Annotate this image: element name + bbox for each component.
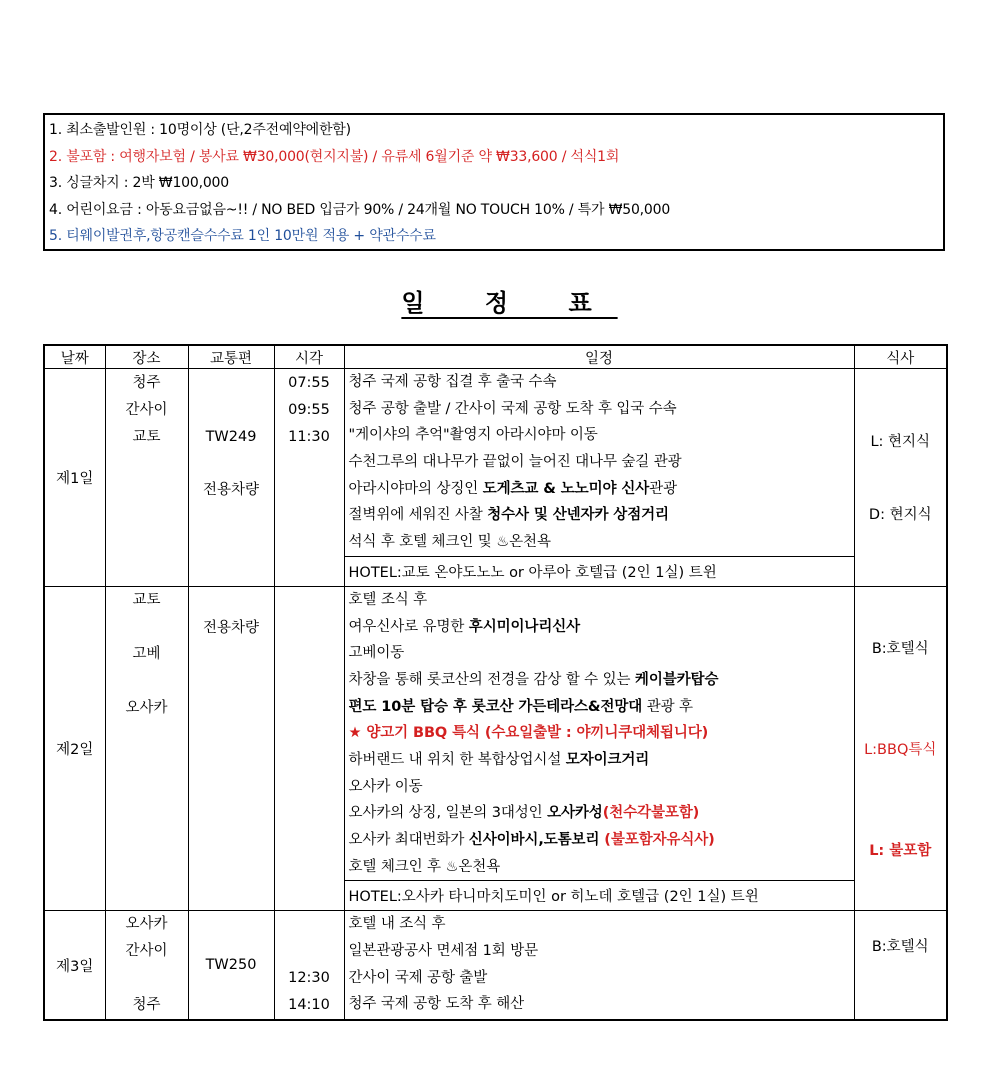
day2-transport [188, 586, 274, 911]
day1-hotel: HOTEL:교토 온야도노노 or 아루아 호텔급 (2인 1실) 트윈 [344, 556, 854, 586]
page-title: 일 정 표 [401, 289, 618, 317]
day1-places [105, 369, 188, 587]
itinerary-line: 일본관광공사 면세점 1회 방문 [348, 943, 539, 960]
itinerary-line: 청주 공항 출발 / 간사이 국제 공항 도착 후 입국 수속 [348, 400, 677, 417]
day3-date: 제3일 [44, 911, 105, 1021]
day2-times [274, 586, 344, 911]
day1-place: 청주 [132, 375, 161, 391]
day3-time: 12:30 [288, 970, 330, 987]
day3-meals [854, 911, 947, 1021]
day1-place: 교토 [132, 429, 161, 445]
day2-place: 교토 [132, 591, 161, 608]
day2-place: 고베 [132, 645, 161, 662]
itinerary-line: 오사카의 상징, 일본의 3대성인 오사카성(천수각불포함) [348, 805, 700, 822]
itinerary-line: 오사카 이동 [348, 778, 423, 795]
itinerary-line: 아라시야마의 상징인 도게츠교 & 노노미야 신사관광 [348, 480, 677, 497]
day3-time: 14:10 [288, 997, 330, 1014]
day1-itinerary [344, 369, 854, 557]
day2-row [44, 586, 947, 881]
day1-meals [854, 369, 947, 587]
day1-flight: TW249 [205, 429, 257, 445]
header-time: 시각 [274, 345, 344, 369]
day2-date: 제2일 [44, 586, 105, 911]
itinerary-line: 호텔 체크인 후 ♨온천욕 [348, 858, 501, 875]
itinerary-line: 편도 10분 탑승 후 롯코산 가든테라스&전망대 관광 후 [348, 698, 693, 715]
day3-place: 청주 [132, 997, 161, 1014]
itinerary-line: 호텔 내 조식 후 [348, 916, 446, 933]
day1-meal-lunch: L: 현지식 [870, 434, 931, 451]
day1-vehicle: 전용차량 [202, 482, 260, 498]
day1-time: 09:55 [288, 402, 330, 418]
day1-time: 11:30 [288, 429, 330, 445]
day2-meal-lunch: L:BBQ특식 [864, 742, 937, 759]
day3-transport: TW250 [188, 911, 274, 1021]
notice-child-fee: 4. 어린이요금 : 아동요금없음~!! / NO BED 입금가 90% / 24개월 NO TOUCH 10% / 특가 ₩50,000 [49, 201, 671, 218]
hot-spring-icon: ♨ [496, 534, 510, 551]
itinerary-line: 하버랜드 내 위치 한 복합상업시설 모자이크거리 [348, 751, 650, 768]
day1-row [44, 369, 947, 557]
day1-meal-dinner: D: 현지식 [868, 507, 932, 524]
itinerary-line: 석식 후 호텔 체크인 및 ♨온천욕 [348, 534, 551, 551]
itinerary-line: 간사이 국제 공항 출발 [348, 969, 488, 986]
schedule-table [43, 344, 948, 1021]
itinerary-line: "게이샤의 추억"촬영지 아라시야마 이동 [348, 427, 598, 444]
day2-meal-dinner: L: 불포함 [869, 843, 932, 860]
day2-hotel: HOTEL:오사카 타니마치도미인 or 히노데 호텔급 (2인 1실) 트윈 [344, 881, 854, 911]
notice-cancel-fee: 5. 티웨이발권후,항공캔슬수수료 1인 10만원 적용 + 약관수수료 [49, 228, 436, 244]
header-row [44, 345, 947, 369]
day2-places [105, 586, 188, 911]
header-transport: 교통편 [188, 345, 274, 369]
day3-place: 오사카 [125, 916, 168, 933]
header-itinerary: 일정 [344, 345, 854, 369]
notice-min-participants: 1. 최소출발인원 : 10명이상 (단,2주전예약에한함) [49, 122, 351, 138]
header-place: 장소 [105, 345, 188, 369]
header-meal: 식사 [854, 345, 947, 369]
day2-meal-breakfast: B:호텔식 [871, 641, 929, 658]
notice-box [43, 113, 945, 251]
day3-time [275, 911, 344, 938]
day2-meals [854, 586, 947, 911]
day1-time: 07:55 [288, 375, 330, 391]
day3-places [105, 911, 188, 1021]
day2-place: 오사카 [125, 699, 168, 716]
day1-transport [188, 369, 274, 587]
itinerary-line: 청주 국제 공항 도착 후 해산 [348, 996, 525, 1013]
day3-itinerary [344, 911, 854, 1021]
day3-place [106, 965, 188, 992]
notice-excluded: 2. 불포함 : 여행자보험 / 봉사료 ₩30,000(현지지불) / 유류세 6월기준 약 ₩33,600 / 석식1회 [49, 148, 620, 165]
day3-place: 간사이 [125, 943, 168, 960]
itinerary-line: 고베이동 [348, 645, 405, 662]
day3-row [44, 911, 947, 1021]
itinerary-line: 오사카 최대번화가 신사이바시,도톰보리 (불포함자유식사) [348, 832, 715, 848]
notice-single-charge: 3. 싱글차지 : 2박 ₩100,000 [49, 175, 229, 191]
day1-date: 제1일 [44, 369, 105, 587]
itinerary-line: 호텔 조식 후 [348, 591, 428, 608]
itinerary-line: 절벽위에 세워진 사찰 청수사 및 산넨자카 상점거리 [348, 507, 669, 524]
itinerary-line: 수천그루의 대나무가 끝없이 늘어진 대나무 숲길 관광 [348, 454, 682, 471]
itinerary-line: 청주 국제 공항 집결 후 출국 수속 [348, 374, 557, 390]
hot-spring-icon: ♨ [445, 858, 459, 875]
day2-itinerary [344, 586, 854, 881]
itinerary-line: ★ 양고기 BBQ 특식 (수요일출발 : 야끼니쿠대체됩니다) [348, 725, 709, 742]
day1-place: 간사이 [125, 402, 168, 418]
header-date: 날짜 [44, 345, 105, 369]
itinerary-line: 여우신사로 유명한 후시미이나리신사 [348, 618, 581, 635]
day3-times [274, 911, 344, 1021]
day3-time [275, 938, 344, 965]
day1-times [274, 369, 344, 587]
day3-meal-breakfast: B:호텔식 [871, 939, 929, 956]
itinerary-line: 차창을 통해 롯코산의 전경을 감상 할 수 있는 케이블카탑승 [348, 671, 719, 688]
day2-vehicle: 전용차량 [202, 619, 260, 636]
